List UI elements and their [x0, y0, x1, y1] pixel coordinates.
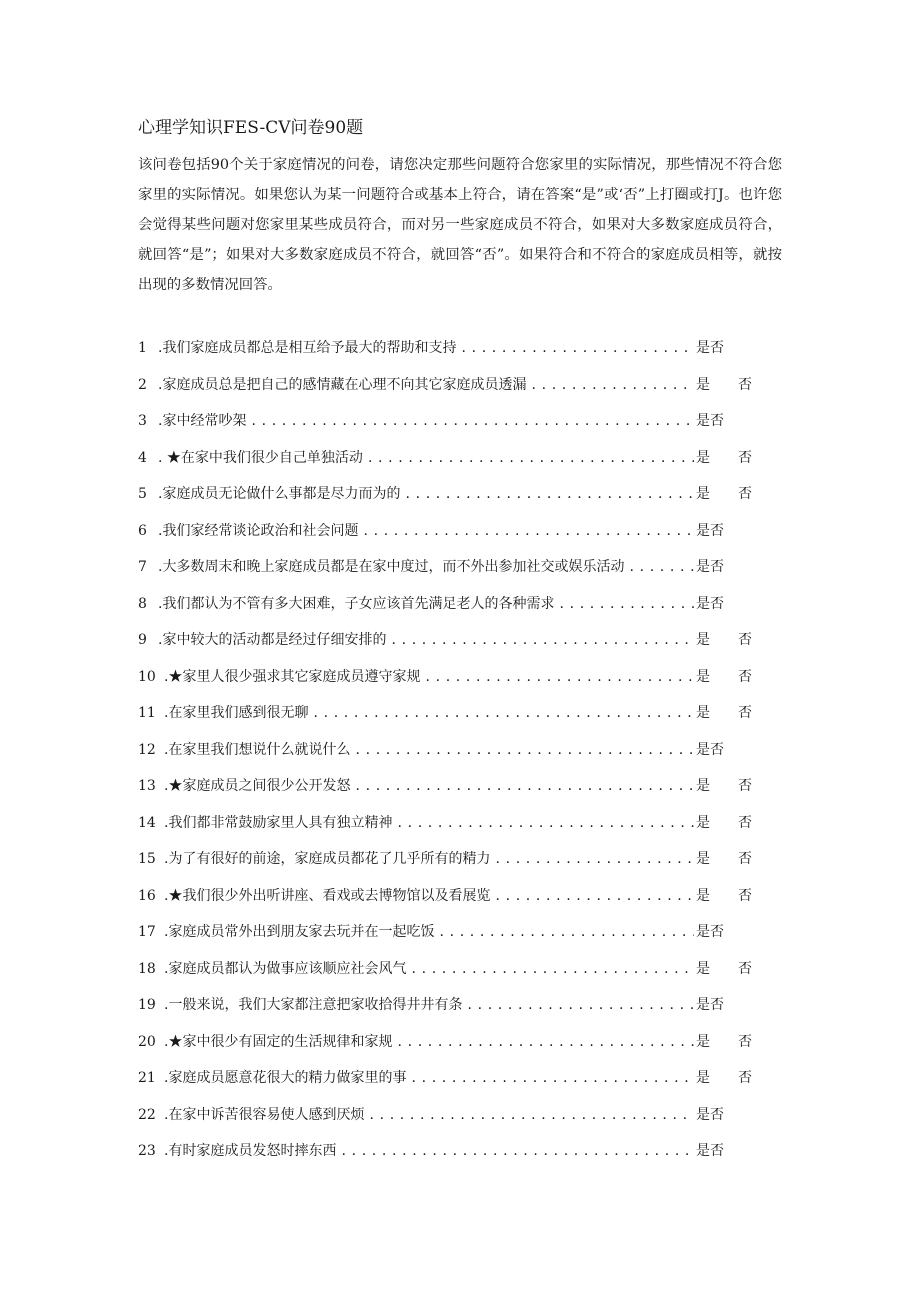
answer-yes-option[interactable]: 是 [694, 1031, 710, 1053]
question-row [138, 1140, 778, 1177]
question-number: 11 [138, 705, 156, 721]
answer-yes-option[interactable]: 是 [694, 994, 710, 1016]
answer-yes-option[interactable]: 是 [694, 1104, 710, 1126]
question-number: 17 [138, 924, 156, 940]
question-number: 19 [138, 997, 156, 1013]
question-row [138, 593, 778, 630]
answer-no-option[interactable]: 否 [710, 413, 724, 429]
answer-no-option[interactable]: 否 [738, 960, 752, 977]
intro-paragraph: 该问卷包括90个关于家庭情况的问卷，请您决定那些问题符合您家里的实际情况，那些情况不符合您家里的实际情况。如果您认为某一问题符合或基本上符合，请在答案“是”或‘否”上打圈或打J。也许您会觉得某些问题对您家里某些成员符合，而对另一些家庭成员不符合，如果对大多数家庭成员符合，就回答“是”；如果对大多数家庭成员不符合，就回答“否”。如果符合和不符合的家庭成员相等，就按出现的多数情况回答。 [138, 157, 782, 293]
question-row [138, 410, 778, 447]
question-row [138, 483, 778, 520]
question-row [138, 739, 778, 776]
answer-yes-option[interactable]: 是 [694, 520, 710, 542]
question-text: .我们家庭成员都总是相互给予最大的帮助和支持 . . . [158, 337, 710, 359]
answer-yes-option[interactable]: 是 [694, 410, 710, 432]
question-number: 13 [138, 778, 156, 794]
question-text: .家庭成员无论做什么事都是尽力而为的 . . . [158, 483, 710, 505]
answer-yes-option[interactable]: 是 [694, 812, 710, 834]
question-number: 9 [138, 632, 147, 648]
question-text: .★家庭成员之间很少公开发怒 . . . [164, 775, 710, 797]
question-number: 3 [138, 413, 147, 429]
question-text: . ★在家中我们很少自己单独活动 . . . [158, 447, 710, 469]
answer-yes-option[interactable]: 是 [694, 775, 710, 797]
answer-no-option[interactable]: 否 [738, 1033, 752, 1050]
question-number: 15 [138, 851, 156, 867]
question-number: 1 [138, 340, 147, 356]
answer-no-option[interactable]: 否 [738, 705, 752, 721]
answer-no-option[interactable]: 否 [710, 997, 724, 1013]
question-number: 22 [138, 1106, 156, 1123]
question-row [138, 1104, 778, 1141]
question-text: .我们家经常谈论政治和社会问题 . . . [158, 520, 710, 542]
answer-yes-option[interactable]: 是 [694, 666, 710, 688]
answer-yes-option[interactable]: 是 [694, 337, 710, 359]
question-number: 10 [138, 668, 156, 685]
question-text: .家庭成员愿意花很大的精力做家里的事 . . . [164, 1067, 710, 1089]
answer-no-option[interactable]: 否 [738, 887, 752, 904]
question-text: .有时家庭成员发怒时摔东西 . . . [164, 1140, 710, 1162]
question-list [138, 337, 778, 1177]
answer-no-option[interactable]: 否 [738, 851, 752, 867]
question-text: .在家里我们感到很无聊 . . . [164, 702, 710, 724]
question-text: .大多数周末和晚上家庭成员都是在家中度过，而不外出参加社交或娱乐活动 . . . [158, 556, 710, 578]
answer-no-option[interactable]: 否 [738, 814, 752, 831]
answer-no-option[interactable]: 否 [738, 668, 752, 685]
question-row [138, 520, 778, 557]
question-row [138, 1067, 778, 1104]
answer-yes-option[interactable]: 是 [694, 702, 710, 724]
answer-no-option[interactable]: 否 [710, 522, 724, 539]
answer-no-option[interactable]: 否 [710, 1143, 724, 1159]
question-text: .在家里我们想说什么就说什么 . . . [164, 739, 710, 761]
question-number: 6 [138, 522, 147, 539]
question-number: 18 [138, 960, 156, 977]
question-text: .我们都认为不管有多大困难，子女应该首先满足老人的各种需求 . . . [158, 593, 710, 615]
answer-no-option[interactable]: 否 [710, 340, 724, 356]
question-row [138, 775, 778, 812]
question-text: .我们都非常鼓励家里人具有独立精神 . . . [164, 812, 710, 834]
answer-no-option[interactable]: 否 [738, 376, 752, 393]
question-number: 16 [138, 887, 156, 904]
answer-yes-option[interactable]: 是 [694, 1067, 710, 1089]
question-row [138, 848, 778, 885]
question-row [138, 921, 778, 958]
question-number: 21 [138, 1070, 156, 1086]
answer-no-option[interactable]: 否 [710, 595, 724, 612]
question-row [138, 994, 778, 1031]
question-row [138, 374, 778, 411]
question-text: .一般来说，我们大家都注意把家收拾得井井有条 . . . [164, 994, 710, 1016]
question-row [138, 666, 778, 703]
question-number: 8 [138, 595, 147, 612]
answer-yes-option[interactable]: 是 [694, 739, 710, 761]
question-row [138, 337, 778, 374]
answer-yes-option[interactable]: 是 [694, 1140, 710, 1162]
answer-yes-option[interactable]: 是 [694, 374, 710, 396]
document-title: 心理学知识FES-CV问卷90题 [138, 118, 364, 138]
question-text: .家中经常吵架 . . . [158, 410, 710, 432]
question-row [138, 885, 778, 922]
question-number: 14 [138, 814, 156, 831]
question-row [138, 1031, 778, 1068]
question-row [138, 702, 778, 739]
answer-no-option[interactable]: 否 [738, 632, 752, 648]
question-text: .在家中诉苦很容易使人感到厌烦 . . . [164, 1104, 710, 1126]
answer-no-option[interactable]: 否 [710, 741, 724, 758]
answer-no-option[interactable]: 否 [738, 486, 752, 502]
answer-yes-option[interactable]: 是 [694, 885, 710, 907]
answer-yes-option[interactable]: 是 [694, 629, 710, 651]
question-text: .家中较大的活动都是经过仔细安排的 . . . [158, 629, 710, 651]
answer-yes-option[interactable]: 是 [694, 593, 710, 615]
question-text: .为了有很好的前途，家庭成员都花了几乎所有的精力 . . . [164, 848, 710, 870]
question-text: .家庭成员总是把自己的感情藏在心理不向其它家庭成员透漏 . . . [158, 374, 710, 396]
question-number: 12 [138, 741, 156, 758]
question-text: .家庭成员都认为做事应该顺应社会风气 . . . [164, 958, 710, 980]
answer-yes-option[interactable]: 是 [694, 556, 710, 578]
question-row [138, 958, 778, 995]
question-row [138, 556, 778, 593]
answer-no-option[interactable]: 否 [738, 778, 752, 794]
question-number: 20 [138, 1033, 156, 1050]
question-row [138, 629, 778, 666]
answer-no-option[interactable]: 否 [738, 1070, 752, 1086]
question-number: 7 [138, 559, 147, 575]
answer-yes-option[interactable]: 是 [694, 483, 710, 505]
answer-yes-option[interactable]: 是 [694, 921, 710, 943]
answer-yes-option[interactable]: 是 [694, 447, 710, 469]
answer-no-option[interactable]: 否 [710, 1106, 724, 1123]
answer-yes-option[interactable]: 是 [694, 958, 710, 980]
answer-no-option[interactable]: 否 [738, 449, 752, 466]
question-number: 5 [138, 486, 147, 502]
question-row [138, 812, 778, 849]
answer-yes-option[interactable]: 是 [694, 848, 710, 870]
answer-no-option[interactable]: 否 [710, 924, 724, 940]
question-text: .★我们很少外出听讲座、看戏或去博物馆以及看展览 . . . [164, 885, 710, 907]
question-text: .★家中很少有固定的生活规律和家规 . . . [164, 1031, 710, 1053]
question-row [138, 447, 778, 484]
question-text: .家庭成员常外出到朋友家去玩并在一起吃饭 . . . [164, 921, 710, 943]
answer-no-option[interactable]: 否 [710, 559, 724, 575]
question-text: .★家里人很少强求其它家庭成员遵守家规 . . . [164, 666, 710, 688]
question-number: 2 [138, 376, 147, 393]
question-number: 23 [138, 1143, 156, 1159]
question-number: 4 [138, 449, 147, 466]
